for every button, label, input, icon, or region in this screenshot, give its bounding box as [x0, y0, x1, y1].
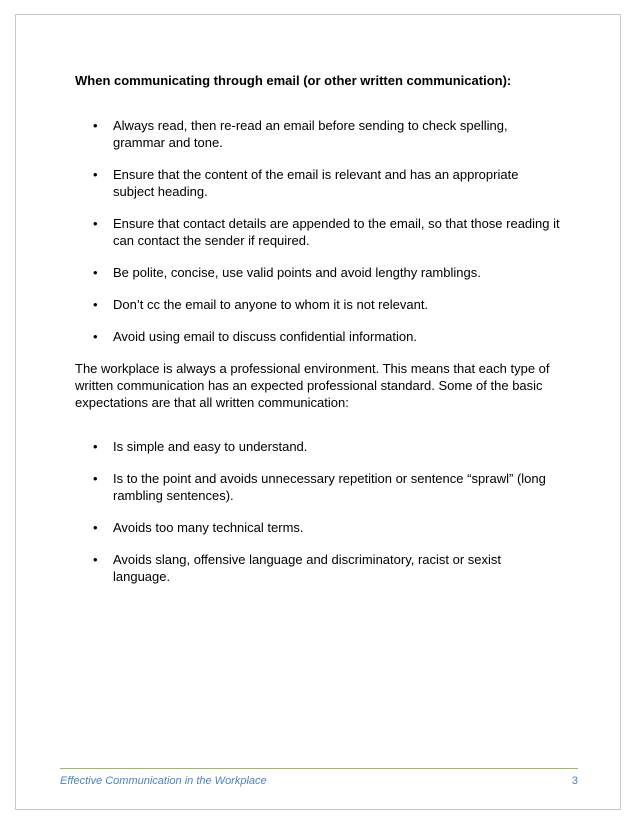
list-item-text: Always read, then re-read an email before sending to check spelling, grammar and tone.: [113, 118, 508, 150]
footer-title: Effective Communication in the Workplace: [60, 775, 267, 787]
email-guidelines-list: [75, 117, 560, 345]
list-item: [75, 117, 560, 151]
bullet-icon: •: [93, 216, 98, 231]
section-heading: When communicating through email (or other written communication):: [75, 73, 512, 88]
list-item-text: Ensure that contact details are appended to the email, so that those reading it can contact the sender if required.: [113, 216, 560, 248]
bullet-icon: •: [93, 552, 98, 567]
list-item: [75, 470, 560, 504]
page-number: 3: [571, 775, 578, 787]
bullet-icon: •: [93, 439, 98, 454]
document-body: [75, 72, 560, 600]
page-footer: [60, 768, 578, 793]
list-item: [75, 296, 560, 313]
list-item-text: Avoids too many technical terms.: [113, 520, 304, 535]
bullet-icon: •: [93, 297, 98, 312]
list-item: [75, 519, 560, 536]
expectations-list: [75, 438, 560, 585]
list-item-text: Avoid using email to discuss confidential information.: [113, 329, 417, 344]
bullet-icon: •: [93, 265, 98, 280]
list-item-text: Avoids slang, offensive language and discriminatory, racist or sexist language.: [113, 552, 502, 584]
list-item-text: Is to the point and avoids unnecessary repetition or sentence “sprawl” (long rambling sentences).: [113, 471, 546, 503]
bullet-icon: •: [93, 520, 98, 535]
body-paragraph: The workplace is always a professional environment. This means that each type of written communication has an expected professional standard. Some of the basic expectations are that all written communication:: [75, 361, 550, 410]
list-item: [75, 438, 560, 455]
list-item: [75, 215, 560, 249]
bullet-icon: •: [93, 118, 98, 133]
list-item-text: Is simple and easy to understand.: [113, 439, 308, 454]
bullet-icon: •: [93, 167, 98, 182]
list-item: [75, 166, 560, 200]
list-item: [75, 328, 560, 345]
list-item-text: Be polite, concise, use valid points and avoid lengthy ramblings.: [113, 265, 481, 280]
list-item-text: Don’t cc the email to anyone to whom it is not relevant.: [113, 297, 429, 312]
list-item: [75, 551, 560, 585]
list-item: [75, 264, 560, 281]
bullet-icon: •: [93, 329, 98, 344]
list-item-text: Ensure that the content of the email is relevant and has an appropriate subject heading.: [113, 167, 519, 199]
bullet-icon: •: [93, 471, 98, 486]
